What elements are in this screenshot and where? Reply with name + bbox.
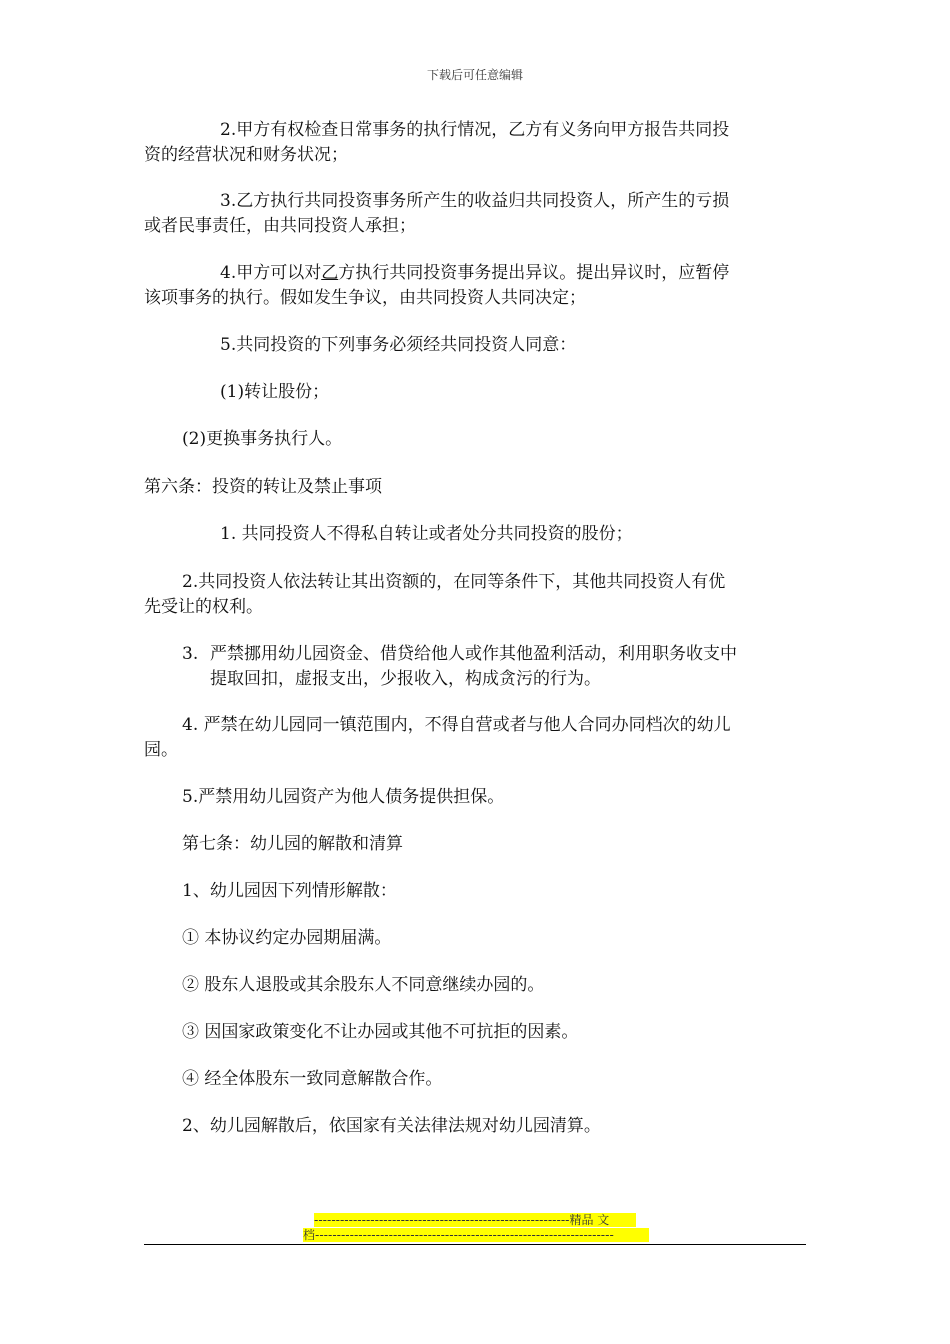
paragraph-line: 2.甲方有权检查日常事务的执行情况，乙方有义务向甲方报告共同投 [220,120,730,140]
paragraph-line: 园。 [144,740,178,760]
paragraph-line: 1、幼儿园因下列情形解散： [182,881,397,901]
paragraph-line: 资的经营状况和财务状况； [144,145,348,165]
page-header: 下载后可任意编辑 [426,68,523,82]
footer-highlight-line: -----------------------------------------------------------精品 文 [314,1213,636,1227]
paragraph-line: 5.严禁用幼儿园资产为他人债务提供担保。 [182,787,505,807]
paragraph-line: 4. 严禁在幼儿园同一镇范围内，不得自营或者与他人合同办同档次的幼儿 [182,715,731,735]
section-heading: 第七条：幼儿园的解散和清算 [182,834,403,854]
list-item: ③ 因国家政策变化不让办园或其他不可抗拒的因素。 [182,1022,579,1042]
section-heading: 第六条：投资的转让及禁止事项 [144,477,382,497]
paragraph-line: 严禁挪用幼儿园资金、借贷给他人或作其他盈利活动，利用职务收支中 [210,644,737,664]
paragraph-line: 提取回扣，虚报支出，少报收入，构成贪污的行为。 [210,669,601,689]
list-item: ④ 经全体股东一致同意解散合作。 [182,1069,443,1089]
paragraph-line: 1. 共同投资人不得私自转让或者处分共同投资的股份； [220,524,633,544]
underlined-text: 乙 [321,263,339,283]
paragraph-line: (1)转让股份； [220,382,330,402]
paragraph-line [220,261,729,286]
list-item: ② 股东人退股或其余股东人不同意继续办园的。 [182,975,545,995]
text-run: 4.甲方可以对 [220,263,322,283]
paragraph-line: 先受让的权利。 [144,597,263,617]
paragraph-line: 或者民事责任，由共同投资人承担； [144,216,416,236]
paragraph-line: 2.共同投资人依法转让其出资额的，在同等条件下，其他共同投资人有优 [182,572,726,592]
paragraph-line: 该项事务的执行。假如发生争议，由共同投资人共同决定； [144,288,586,308]
paragraph-line: 3.乙方执行共同投资事务所产生的收益归共同投资人，所产生的亏损 [220,191,730,211]
list-item: ① 本协议约定办园期届满。 [182,928,392,948]
footer-divider [144,1244,806,1245]
footer-highlight-line: 档--------------------------------------------------------------------- [303,1228,649,1242]
paragraph-line: 5.共同投资的下列事务必须经共同投资人同意： [220,335,577,355]
paragraph-line: 2、幼儿园解散后，依国家有关法律法规对幼儿园清算。 [182,1116,601,1136]
text-run: 方执行共同投资事务提出异议。提出异议时，应暂停 [338,263,730,283]
paragraph-line: (2)更换事务执行人。 [182,429,343,449]
list-number: 3. [182,644,199,664]
